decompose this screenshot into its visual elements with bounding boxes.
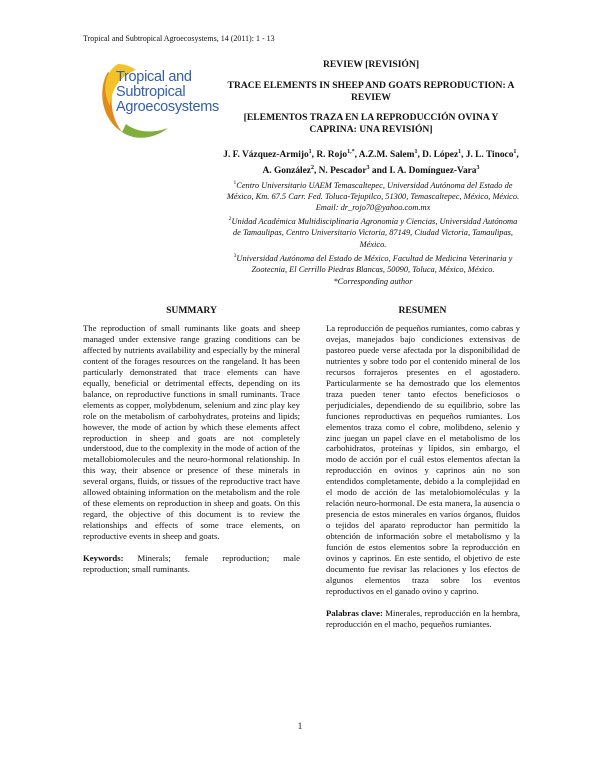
logo-line: Agroecosystems [116,99,219,115]
author: I. A. Domínguez-Vara$^3$ [389,164,480,176]
review-type: REVIEW [REVISIÓN] [322,59,420,70]
affiliation: $^2$Unidad Académica Multidisciplinaria Agronomía y Ciencias, Universidad Autónoma de Tamaulipas, Centro Universitario Victoria, 87149, Ciudad Victoria, Tamaulipas, México. [228,216,518,249]
author: R. Rojo$^{1,*}$, [316,149,359,161]
corresponding-author-note: *Corresponding author [333,277,413,287]
summary-column [83,323,300,575]
summary-heading: SUMMARY [166,305,217,316]
journal-logo [96,58,222,144]
author: N. Pescador$^3$ and [318,164,390,176]
author: A. González$^2$, [262,164,319,176]
palabras-clave: Palabras clave: Minerales, reproducción en la hembra, reproducción en el macho, pequeños rumiantes. [326,607,520,629]
logo-line: Tropical and [116,69,192,85]
title-spanish: [ELEMENTOS TRAZA EN LA REPRODUCCIÓN OVINA Y CAPRINA: UNA REVISIÓN] [243,112,499,135]
affiliation: $^1$Centro Universitario UAEM Temascaltepec, Universidad Autónoma del Estado de México, Km. 67.5 Carr. Fed. Toluca-Tejupilco, 51300, Temascaltepec, México, México. Email: dr_rojo70@yahoo.com.mx [226,180,520,213]
summary-text: The reproduction of small ruminants like goats and sheep managed under extensive range grazing conditions can be affected by nutrients availability and especially by the mineral content of the forages resources on the rangeland. It has been particularly demonstrated that trace elements can have equally, beneficial or detrimental effects, depending on its balance, on reproductive functions in small ruminants. Trace elements as copper, molybdenum, selenium and zinc play key role on the metabolism of carbohydrates, proteins and lipids; however, the mode of action by which these elements affect reproduction in sheep and goats are not completely understood, due to the complexity in the mode of action of the metallobiomolecules and the neuro-hormonal relationship. In this way, their absence or presence of these minerals in several organs, fluids, or tissues of the reproductive tract have allowed obtaining information on the metabolism and the role of these elements on reproduction in sheep and goats. On this regard, the objective of this document is to review the relationships and effects of some trace elements, on reproductive events in sheep and goats. [83,323,300,542]
author: J. L. Tinoco$^1$, [465,149,519,161]
keywords: Keywords: Minerals; female reproduction; male reproduction; small ruminants. [83,553,300,575]
page-number: 1 [297,721,303,731]
resumen-column [326,323,520,630]
author: D. López$^1$, [422,149,466,161]
author: A.Z.M. Salem$^1$, [358,149,423,161]
logo-text [116,70,219,115]
title-english: TRACE ELEMENTS IN SHEEP AND GOATS REPRODUCTION: A REVIEW [227,80,515,103]
resumen-text: La reproducción de pequeños rumiantes, como cabras y ovejas, manejados bajo condiciones extensivas de pastoreo puede verse afectada por la disponibilidad de nutrientes y sobre todo por el contenido mineral de los recursos forrajeros presentes en el agostadero. Particularmente se ha demostrado que los elementos traza pueden tener tanto efectos beneficiosos o perjudiciales, dependiendo de su equilibrio, sobre las funciones reproductivas en pequeños rumiantes. Los elementos traza como el cobre, molibdeno, selenio y zinc juegan un papel clave en el metabolismo de los carbohidratos, proteínas y lípidos, sin embargo, el modo de acción por el cuál estos elementos afectan la reproducción en ovinos y caprinos aún no son entendidos completamente, debido a la complejidad en el modo de acción de las metalobiomoléculas y la relación neuro-hormonal. De esta manera, la ausencia o presencia de estos minerales en varios órganos, fluidos o tejidos del aparato reproductor han permitido la obtención de información sobre el metabolismo y la función de estos elementos sobre la reproducción en ovinos y caprinos. En este sentido, el objetivo de este documento fue revisar las relaciones y los efectos de algunos elementos traza sobre los eventos reproductivos en el ganado ovino y caprino. [326,323,520,596]
resumen-heading: RESUMEN [398,305,447,316]
affiliation: $^3$Universidad Autónoma del Estado de México, Facultad de Medicina Veterinaria y Zootecnia, El Cerrillo Piedras Blancas, 50090, Toluca, México, México. [233,252,513,274]
logo-line: Subtropical [116,84,186,100]
affiliations [226,178,520,288]
author-list [222,146,520,177]
running-header: Tropical and Subtropical Agroecosystems, 14 (2011): 1 - 13 [83,34,275,43]
author: J. F. Vázquez-Armijo$^1$, [223,149,317,161]
